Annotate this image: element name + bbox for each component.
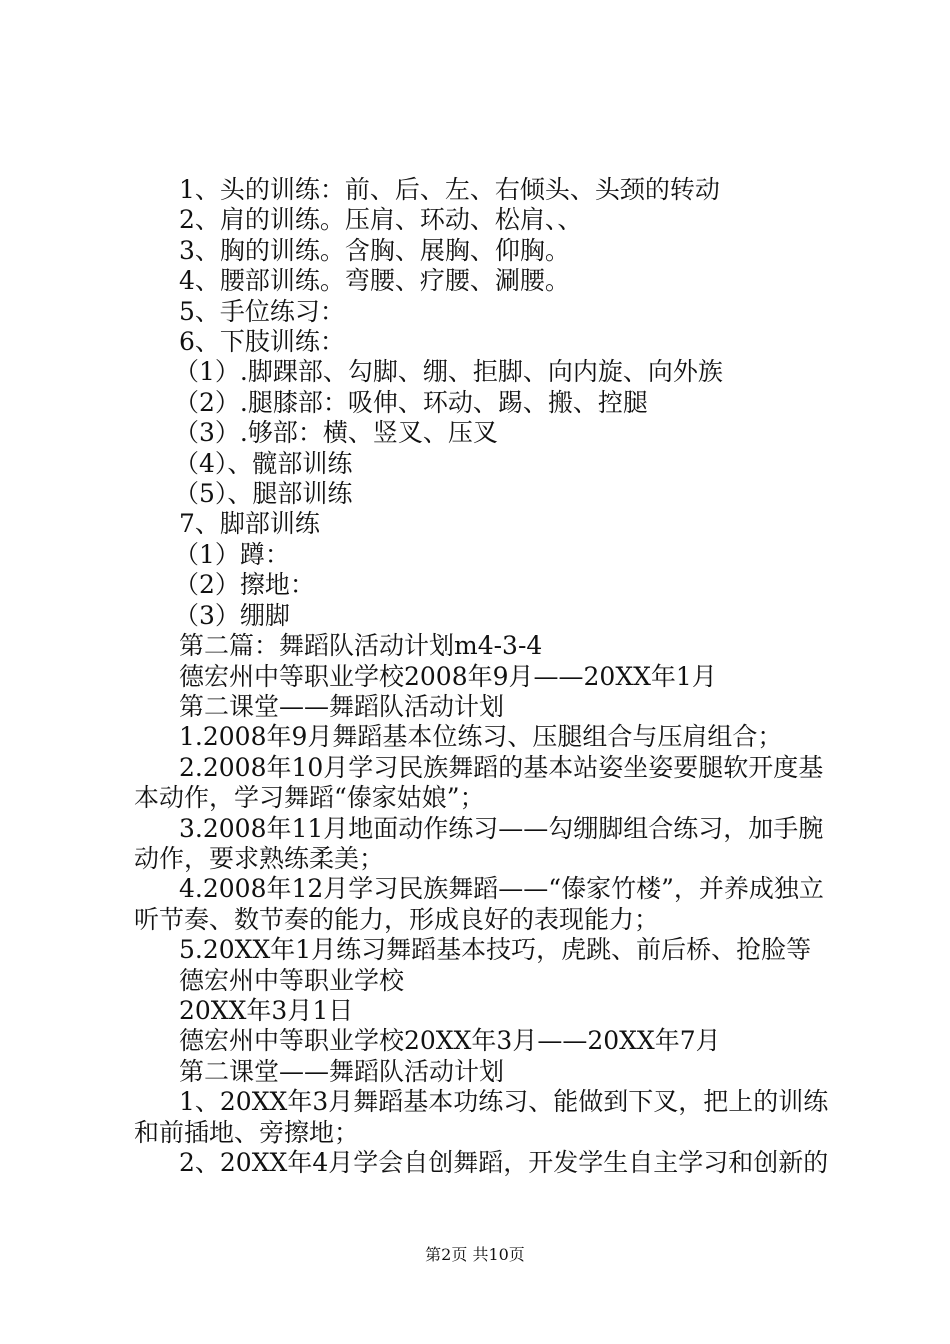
text-line: （4）、髋部训练 xyxy=(174,448,353,478)
text-line: 20XX年3月1日 xyxy=(179,995,354,1025)
text-line: 第二篇：舞蹈队活动计划m4-3-4 xyxy=(179,631,543,661)
text-line: （1）蹲： xyxy=(174,539,290,569)
text-line: 2、20XX年4月学会自创舞蹈，开发学生自主学习和创新的 xyxy=(179,1148,829,1177)
text-line: 2.2008年10月学习民族舞蹈的基本站姿坐姿要腿软开度基本动作，学习舞蹈“傣家姑娘”； xyxy=(134,752,824,813)
text-line: 第二课堂——舞蹈队活动计划 xyxy=(179,691,505,721)
text-line: 德宏州中等职业学校 xyxy=(179,965,405,995)
text-line: 德宏州中等职业学校20XX年3月——20XX年7月 xyxy=(179,1026,721,1056)
text-line: 5、手位练习： xyxy=(179,296,345,326)
text-line: 3.2008年11月地面动作练习——勾绷脚组合练习，加手腕动作，要求熟练柔美； xyxy=(134,813,824,873)
text-line: （3）.够部：横、竖叉、压叉 xyxy=(174,418,498,448)
text-line: （1）.脚踝部、勾脚、绷、拒脚、向内旋、向外族 xyxy=(174,357,723,387)
text-line: （2）擦地： xyxy=(174,570,315,600)
text-line: （2）.腿膝部：吸伸、环动、踢、搬、控腿 xyxy=(174,387,648,417)
text-line: 6、下肢训练： xyxy=(179,327,345,357)
text-line: 德宏州中等职业学校2008年9月——20XX年1月 xyxy=(179,661,717,691)
text-line: 5.20XX年1月练习舞蹈基本技巧，虎跳、前后桥、抢脸等 xyxy=(179,935,812,965)
text-line: 3、胸的训练。含胸、展胸、仰胸。 xyxy=(179,235,570,265)
text-line: 2、肩的训练。压肩、环动、松肩、、 xyxy=(179,205,583,235)
text-line: 1、头的训练：前、后、左、右倾头、头颈的转动 xyxy=(179,175,720,204)
text-line: 1、20XX年3月舞蹈基本功练习、能做到下叉，把上的训练和前插地、旁擦地； xyxy=(134,1087,829,1147)
text-line: 4.2008年12月学习民族舞蹈——“傣家竹楼”，并养成独立听节奏、数节奏的能力，形成良好的表现能力； xyxy=(134,874,824,934)
text-line: （5）、腿部训练 xyxy=(174,479,353,509)
page-footer: 第2页 共10页 xyxy=(425,1245,525,1264)
text-line: 1.2008年9月舞蹈基本位练习、压腿组合与压肩组合； xyxy=(179,722,783,752)
text-line: 4、腰部训练。弯腰、疗腰、涮腰。 xyxy=(179,266,570,296)
document-body xyxy=(134,175,834,1178)
text-line: 第二课堂——舞蹈队活动计划 xyxy=(179,1056,505,1086)
text-line: （3）绷脚 xyxy=(174,600,290,630)
text-line: 7、脚部训练 xyxy=(179,509,320,539)
